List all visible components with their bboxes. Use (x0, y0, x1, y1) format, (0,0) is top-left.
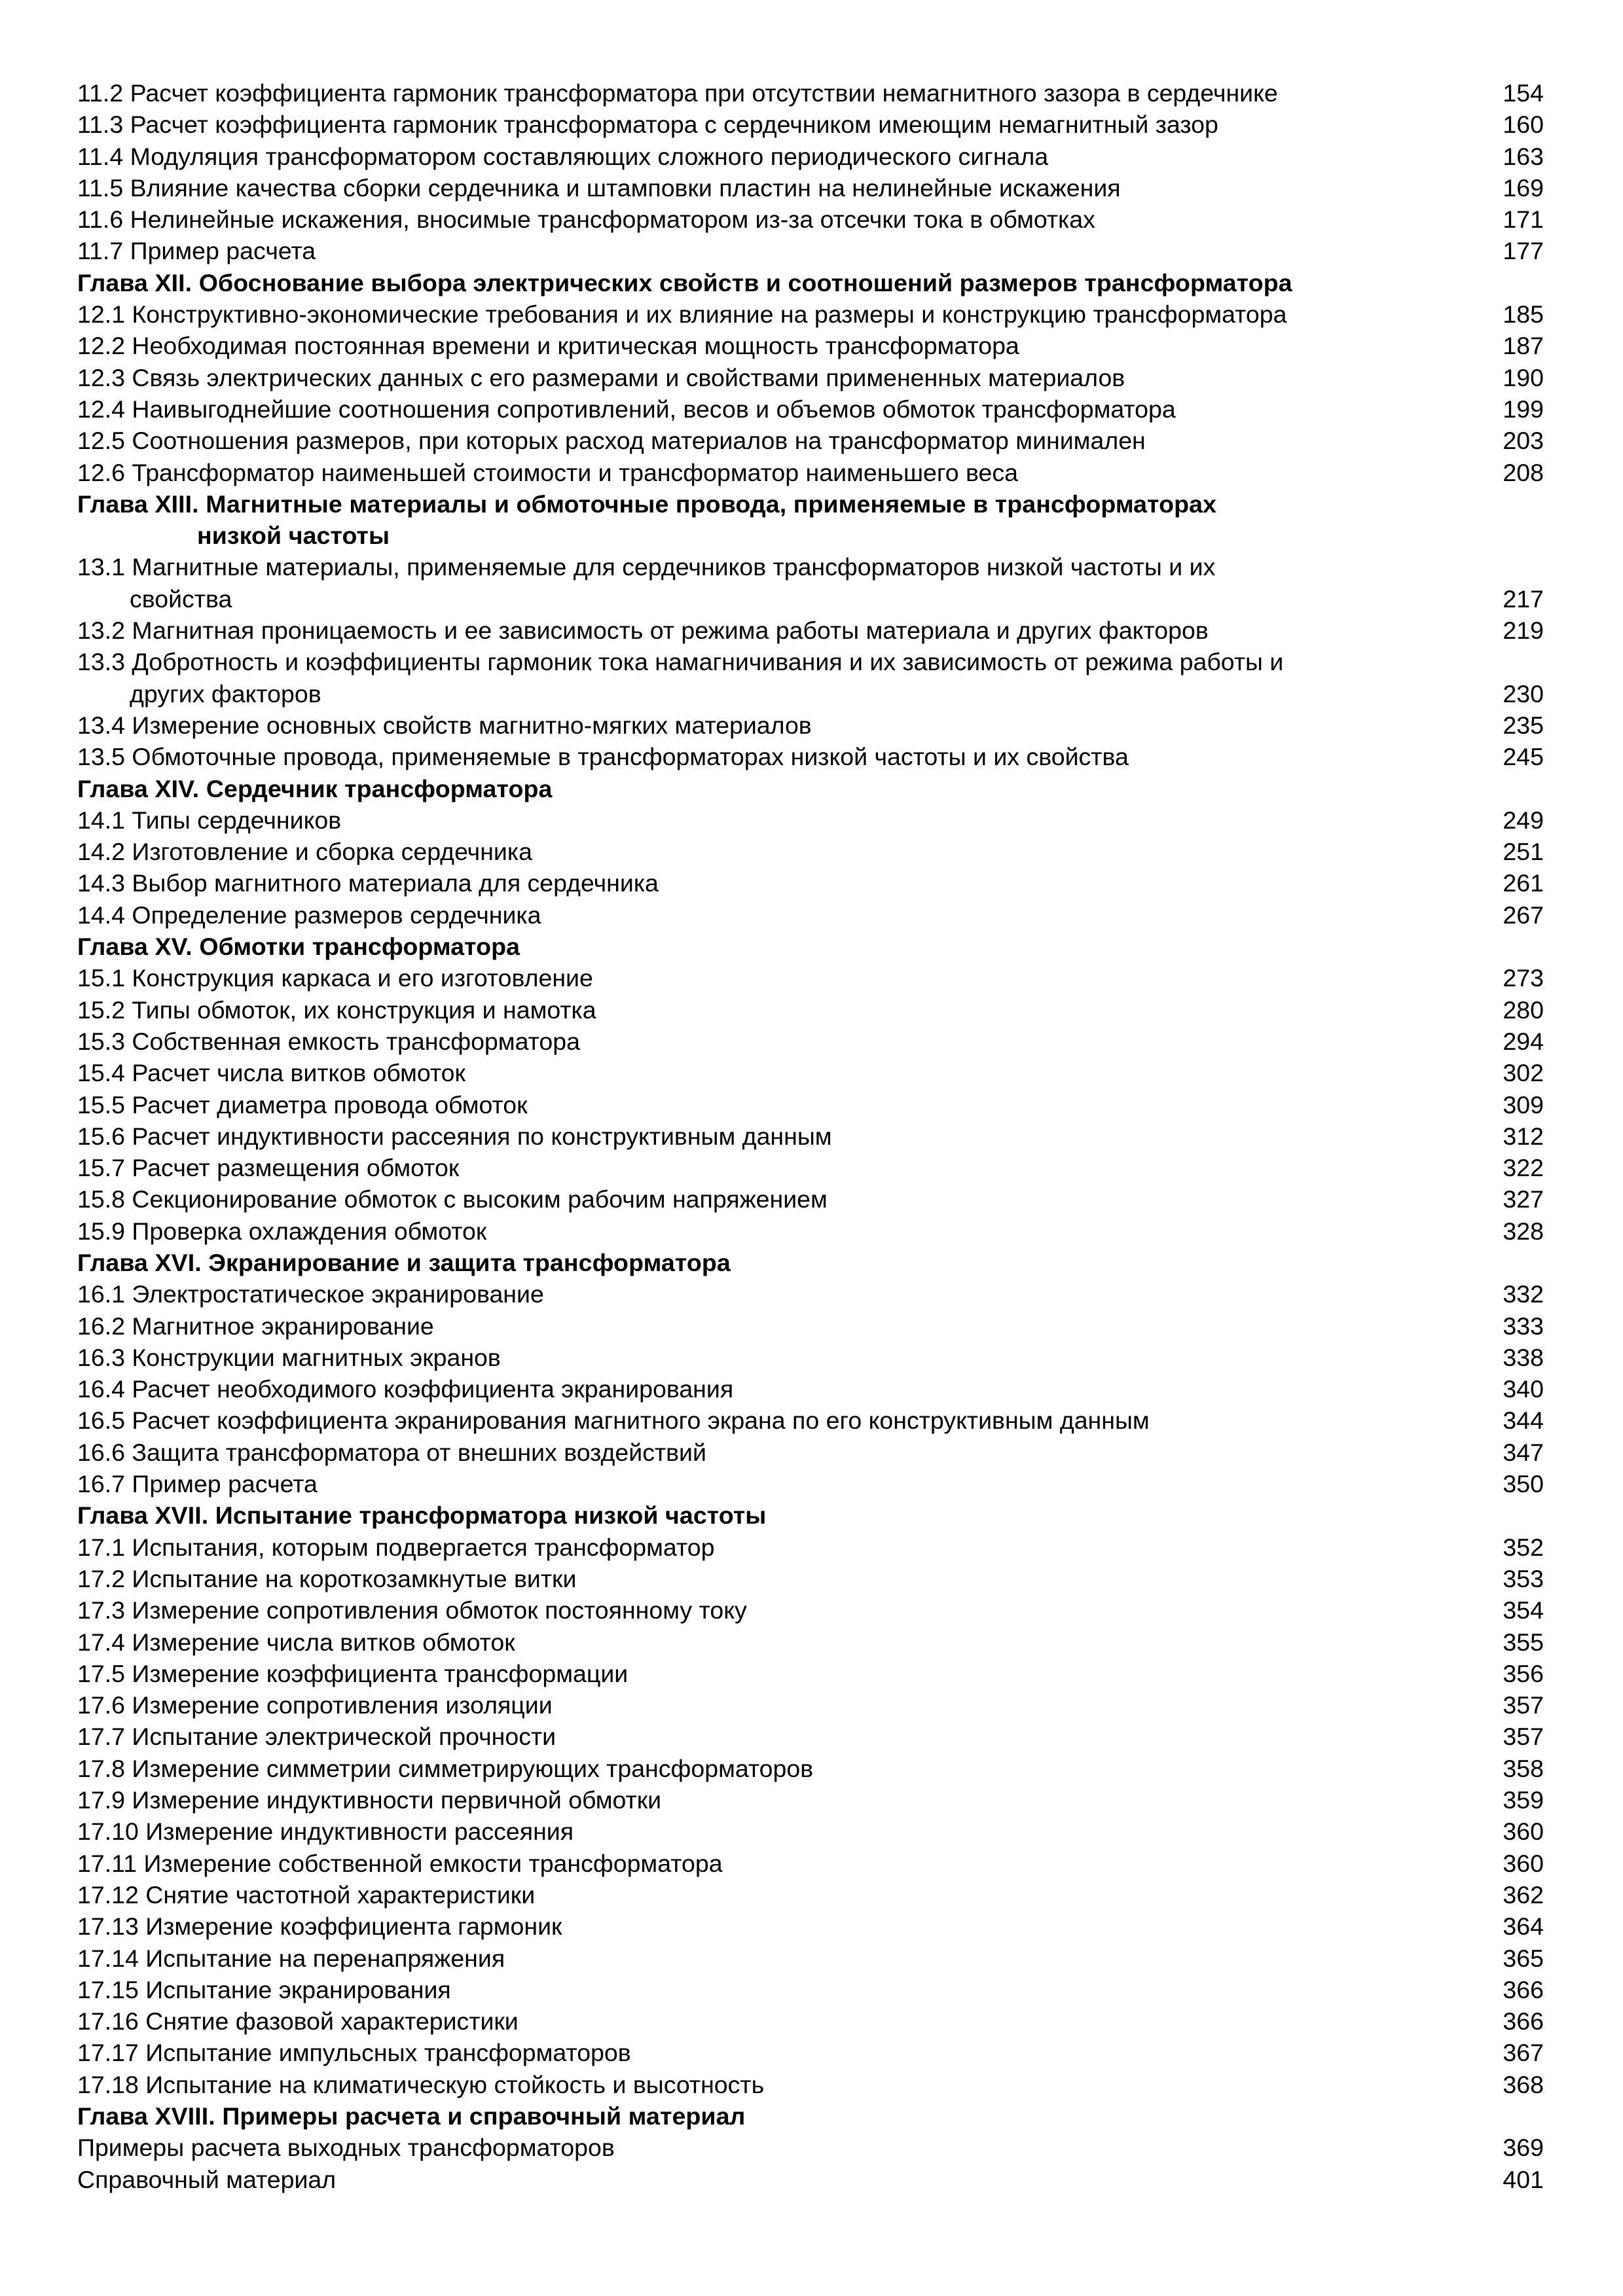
toc-entry-page: 332 (1503, 1280, 1544, 1308)
toc-entry-page: 356 (1503, 1659, 1544, 1687)
toc-entry-page: 171 (1503, 206, 1544, 234)
toc-entry-title: Глава XIV. Сердечник трансформатора (77, 774, 553, 802)
toc-entry (77, 583, 1544, 615)
toc-entry-page: 347 (1503, 1438, 1544, 1466)
toc-entry-page: 338 (1503, 1343, 1544, 1371)
toc-entry (77, 141, 1544, 172)
toc-entry-page: 401 (1503, 2165, 1544, 2193)
toc-entry-title: 17.15 Испытание экранирования (77, 1975, 451, 2003)
chapter-heading (77, 931, 1544, 962)
toc-entry-title: 12.3 Связь электрических данных с его размерами и свойствами примененных материалов (77, 363, 1125, 391)
toc-entry-page: 364 (1503, 1912, 1544, 1941)
toc-entry (77, 867, 1544, 899)
toc-entry-page: 312 (1503, 1122, 1544, 1150)
toc-entry-page: 302 (1503, 1059, 1544, 1087)
toc-entry-page: 328 (1503, 1217, 1544, 1245)
toc-entry-page: 187 (1503, 332, 1544, 360)
toc-entry-page: 357 (1503, 1723, 1544, 1751)
toc-entry-title: 17.10 Измерение индуктивности рассеяния (77, 1818, 574, 1846)
chapter-heading (77, 773, 1544, 804)
toc-entry-title: 17.9 Измерение индуктивности первичной обмотки (77, 1786, 662, 1814)
toc-entry-title: 15.4 Расчет числа витков обмоток (77, 1059, 465, 1087)
toc-entry (77, 836, 1544, 867)
toc-entry (77, 457, 1544, 488)
toc-entry (77, 425, 1544, 456)
toc-entry (77, 204, 1544, 235)
toc-entry-page: 169 (1503, 173, 1544, 202)
toc-entry-page: 344 (1503, 1407, 1544, 1435)
toc-entry (77, 899, 1544, 931)
toc-entry-page: 294 (1503, 1027, 1544, 1055)
toc-entry-page: 350 (1503, 1470, 1544, 1498)
toc-entry-title: 14.1 Типы сердечников (77, 806, 342, 834)
toc-entry-page: 309 (1503, 1090, 1544, 1119)
toc-entry (77, 1468, 1544, 1499)
toc-entry (77, 1342, 1544, 1373)
toc-entry (77, 741, 1544, 772)
toc-entry-title: 17.18 Испытание на климатическую стойкость и высотность (77, 2070, 765, 2098)
toc-entry (77, 1532, 1544, 1563)
toc-entry-title: Глава XV. Обмотки трансформатора (77, 933, 520, 961)
toc-entry-page: 322 (1503, 1154, 1544, 1182)
toc-entry-title: 17.5 Измерение коэффициента трансформации (77, 1659, 629, 1687)
toc-entry-title: 13.1 Магнитные материалы, применяемые для сердечников трансформаторов низкой частоты и их (77, 553, 1216, 581)
toc-entry-title: Справочный материал (77, 2165, 337, 2193)
toc-entry-title: 17.2 Испытание на короткозамкнутые витки (77, 1564, 577, 1592)
toc-entry-page: 365 (1503, 1944, 1544, 1972)
toc-entry (77, 615, 1544, 646)
toc-entry-title: 17.11 Измерение собственной емкости трансформатора (77, 1849, 723, 1877)
toc-entry (77, 330, 1544, 361)
toc-entry-page: 366 (1503, 2007, 1544, 2036)
toc-entry (77, 77, 1544, 109)
toc-entry (77, 362, 1544, 393)
toc-entry-page: 366 (1503, 1975, 1544, 2003)
toc-entry-title: 12.1 Конструктивно-экономические требования и их влияние на размеры и конструкцию трансформатора (77, 300, 1287, 329)
toc-entry (77, 1658, 1544, 1689)
toc-entry (77, 1848, 1544, 1879)
toc-entry (77, 804, 1544, 836)
toc-entry-page: 352 (1503, 1533, 1544, 1561)
toc-entry-page: 280 (1503, 996, 1544, 1024)
toc-entry-page: 368 (1503, 2070, 1544, 2098)
toc-entry (77, 1121, 1544, 1152)
toc-entry-title: 11.6 Нелинейные искажения, вносимые трансформатором из-за отсечки тока в обмотках (77, 206, 1095, 234)
toc-entry-page: 230 (1503, 679, 1544, 708)
toc-entry (77, 1026, 1544, 1057)
toc-entry-title: Глава XIII. Магнитные материалы и обмоточные провода, применяемые в трансформаторах (77, 490, 1217, 518)
toc-entry-title: 11.3 Расчет коэффициента гармоник трансформатора с сердечником имеющим немагнитный зазор (77, 111, 1218, 139)
toc-entry-title: Примеры расчета выходных трансформаторов (77, 2134, 615, 2162)
toc-entry-page: 208 (1503, 458, 1544, 486)
toc-entry (77, 2037, 1544, 2068)
toc-entry-title: 12.6 Трансформатор наименьшей стоимости и трансформатор наименьшего веса (77, 458, 1018, 486)
toc-entry-title: Глава XVI. Экранирование и защита трансформатора (77, 1248, 731, 1276)
chapter-heading (77, 488, 1544, 520)
toc-entry-title: других факторов (130, 679, 321, 708)
toc-entry-page: 249 (1503, 806, 1544, 834)
toc-entry-title: 15.2 Типы обмоток, их конструкция и намотка (77, 996, 596, 1024)
toc-entry (77, 1152, 1544, 1183)
toc-entry (77, 1784, 1544, 1816)
chapter-heading (77, 1499, 1544, 1531)
toc-entry (77, 1910, 1544, 1942)
toc-entry-title: 13.2 Магнитная проницаемость и ее зависимость от режима работы материала и других факторов (77, 617, 1209, 645)
toc-entry-title: 17.17 Испытание импульсных трансформаторов (77, 2039, 631, 2067)
toc-entry-title: 17.3 Измерение сопротивления обмоток постоянному току (77, 1596, 747, 1624)
toc-entry (77, 1974, 1544, 2005)
toc-entry (77, 1089, 1544, 1121)
toc-entry (77, 1594, 1544, 1626)
toc-entry-title: 11.5 Влияние качества сборки сердечника и штамповки пластин на нелинейные искажения (77, 173, 1121, 202)
toc-entry-title: Глава XVIII. Примеры расчета и справочный материал (77, 2102, 746, 2130)
toc-entry (77, 1215, 1544, 1247)
toc-entry-title: 15.8 Секционирование обмоток с высоким рабочим напряжением (77, 1185, 828, 1213)
toc-entry (77, 1816, 1544, 1847)
toc-entry-title: свойства (130, 584, 232, 613)
toc-entry (77, 994, 1544, 1026)
toc-entry-title: 17.4 Измерение числа витков обмоток (77, 1628, 515, 1656)
toc-entry-page: 154 (1503, 79, 1544, 107)
toc-entry-page: 362 (1503, 1880, 1544, 1909)
toc-entry-page: 177 (1503, 237, 1544, 265)
toc-entry-page: 203 (1503, 427, 1544, 455)
toc-entry-page: 333 (1503, 1312, 1544, 1340)
toc-entry (77, 1310, 1544, 1342)
toc-entry-title: 13.5 Обмоточные провода, применяемые в трансформаторах низкой частоты и их свойства (77, 743, 1129, 771)
toc-entry (77, 1183, 1544, 1215)
toc-entry-page: 185 (1503, 300, 1544, 329)
toc-entry-title: 16.2 Магнитное экранирование (77, 1312, 434, 1340)
toc-entry-page: 354 (1503, 1596, 1544, 1624)
toc-entry-title: 13.3 Добротность и коэффициенты гармоник тока намагничивания и их зависимость от режима работы и (77, 648, 1284, 676)
toc-entry-page: 163 (1503, 142, 1544, 170)
toc-entry-title: 14.3 Выбор магнитного материала для сердечника (77, 869, 659, 897)
toc-entry (77, 551, 1544, 583)
chapter-heading (77, 1247, 1544, 1278)
chapter-heading (77, 2100, 1544, 2132)
toc-entry (77, 2164, 1544, 2195)
toc-entry (77, 709, 1544, 741)
toc-entry-page: 340 (1503, 1375, 1544, 1403)
toc-entry-page: 327 (1503, 1185, 1544, 1213)
toc-entry-title: 13.4 Измерение основных свойств магнитно-мягких материалов (77, 711, 812, 739)
toc-entry-title: 12.2 Необходимая постоянная времени и критическая мощность трансформатора (77, 332, 1019, 360)
toc-entry-page: 235 (1503, 711, 1544, 739)
toc-entry-page: 190 (1503, 363, 1544, 391)
toc-entry-title: 14.2 Изготовление и сборка сердечника (77, 838, 532, 866)
toc-entry-title: 16.3 Конструкции магнитных экранов (77, 1343, 501, 1371)
toc-entry (77, 1879, 1544, 1910)
toc-entry (77, 1563, 1544, 1594)
toc-entry (77, 2005, 1544, 2037)
toc-entry-title: 17.13 Измерение коэффициента гармоник (77, 1912, 562, 1941)
toc-entry (77, 2069, 1544, 2100)
toc-entry-title: 17.7 Испытание электрической прочности (77, 1723, 556, 1751)
toc-entry (77, 520, 1544, 551)
toc-entry-title: 16.4 Расчет необходимого коэффициента экранирования (77, 1375, 734, 1403)
toc-entry-page: 360 (1503, 1849, 1544, 1877)
toc-entry (77, 2132, 1544, 2163)
toc-entry-title: 15.7 Расчет размещения обмоток (77, 1154, 460, 1182)
toc-entry (77, 1437, 1544, 1468)
toc-entry (77, 1405, 1544, 1436)
toc-entry (77, 298, 1544, 330)
toc-entry (77, 962, 1544, 994)
toc-entry-page: 355 (1503, 1628, 1544, 1656)
toc-entry (77, 1373, 1544, 1405)
toc-entry-page: 199 (1503, 395, 1544, 423)
toc-entry-page: 359 (1503, 1786, 1544, 1814)
chapter-heading (77, 267, 1544, 298)
toc-entry (77, 1943, 1544, 1974)
toc-entry-title: Глава XII. Обоснование выбора электрических свойств и соотношений размеров трансформатора (77, 268, 1292, 296)
toc-entry (77, 393, 1544, 425)
toc-entry-title: 15.9 Проверка охлаждения обмоток (77, 1217, 487, 1245)
toc-entry (77, 1689, 1544, 1721)
toc-entry-title: 12.4 Наивыгоднейшие соотношения сопротивлений, весов и объемов обмоток трансформатора (77, 395, 1176, 423)
toc-entry-title: 16.1 Электростатическое экранирование (77, 1280, 544, 1308)
toc-entry-page: 358 (1503, 1754, 1544, 1782)
toc-entry-title: 15.3 Собственная емкость трансформатора (77, 1027, 580, 1055)
toc-entry-title: 15.1 Конструкция каркаса и его изготовление (77, 964, 593, 992)
toc-entry-page: 357 (1503, 1691, 1544, 1719)
toc-entry-title: 17.12 Снятие частотной характеристики (77, 1880, 536, 1909)
toc-entry-title: 15.5 Расчет диаметра провода обмоток (77, 1090, 528, 1119)
toc-entry (77, 678, 1544, 709)
toc-entry-title: 11.4 Модуляция трансформатором составляющих сложного периодического сигнала (77, 142, 1049, 170)
toc-entry-page: 251 (1503, 838, 1544, 866)
toc-entry-title: 16.7 Пример расчета (77, 1470, 318, 1498)
toc-entry-page: 267 (1503, 901, 1544, 929)
toc-entry-page: 360 (1503, 1818, 1544, 1846)
toc-entry-title: 15.6 Расчет индуктивности рассеяния по конструктивным данным (77, 1122, 832, 1150)
toc-entry-title: 17.1 Испытания, которым подвергается трансформатор (77, 1533, 715, 1561)
toc-entry-page: 245 (1503, 743, 1544, 771)
toc-entry (77, 172, 1544, 204)
toc-entry-title: 11.2 Расчет коэффициента гармоник трансформатора при отсутствии немагнитного зазора в сердечнике (77, 79, 1278, 107)
toc-entry (77, 1753, 1544, 1784)
toc-entry-title: 11.7 Пример расчета (77, 237, 316, 265)
toc-entry (77, 1721, 1544, 1752)
toc-entry-title: 17.16 Снятие фазовой характеристики (77, 2007, 519, 2036)
toc-entry-page: 353 (1503, 1564, 1544, 1592)
toc-entry-page: 219 (1503, 617, 1544, 645)
toc-entry-page: 261 (1503, 869, 1544, 897)
toc-entry-title: низкой частоты (197, 522, 390, 550)
toc-entry-page: 217 (1503, 584, 1544, 613)
toc-entry-title: 12.5 Соотношения размеров, при которых расход материалов на трансформатор минимален (77, 427, 1146, 455)
toc-entry (77, 235, 1544, 266)
toc-entry (77, 1057, 1544, 1088)
toc-entry-title: 14.4 Определение размеров сердечника (77, 901, 541, 929)
toc-entry-title: 17.6 Измерение сопротивления изоляции (77, 1691, 553, 1719)
toc-entry-title: 17.14 Испытание на перенапряжения (77, 1944, 505, 1972)
toc-entry-title: 16.5 Расчет коэффициента экранирования магнитного экрана по его конструктивным данным (77, 1407, 1150, 1435)
toc-entry (77, 646, 1544, 677)
toc-entry-page: 273 (1503, 964, 1544, 992)
toc-entry-title: 17.8 Измерение симметрии симметрирующих трансформаторов (77, 1754, 814, 1782)
toc-entry-title: Глава XVII. Испытание трансформатора низкой частоты (77, 1501, 767, 1530)
toc-entry-page: 367 (1503, 2039, 1544, 2067)
toc-entry (77, 1278, 1544, 1310)
toc-entry (77, 1626, 1544, 1658)
toc-entry-page: 369 (1503, 2134, 1544, 2162)
table-of-contents (77, 77, 1544, 2195)
toc-entry-page: 160 (1503, 111, 1544, 139)
toc-entry-title: 16.6 Защита трансформатора от внешних воздействий (77, 1438, 706, 1466)
toc-entry (77, 109, 1544, 140)
